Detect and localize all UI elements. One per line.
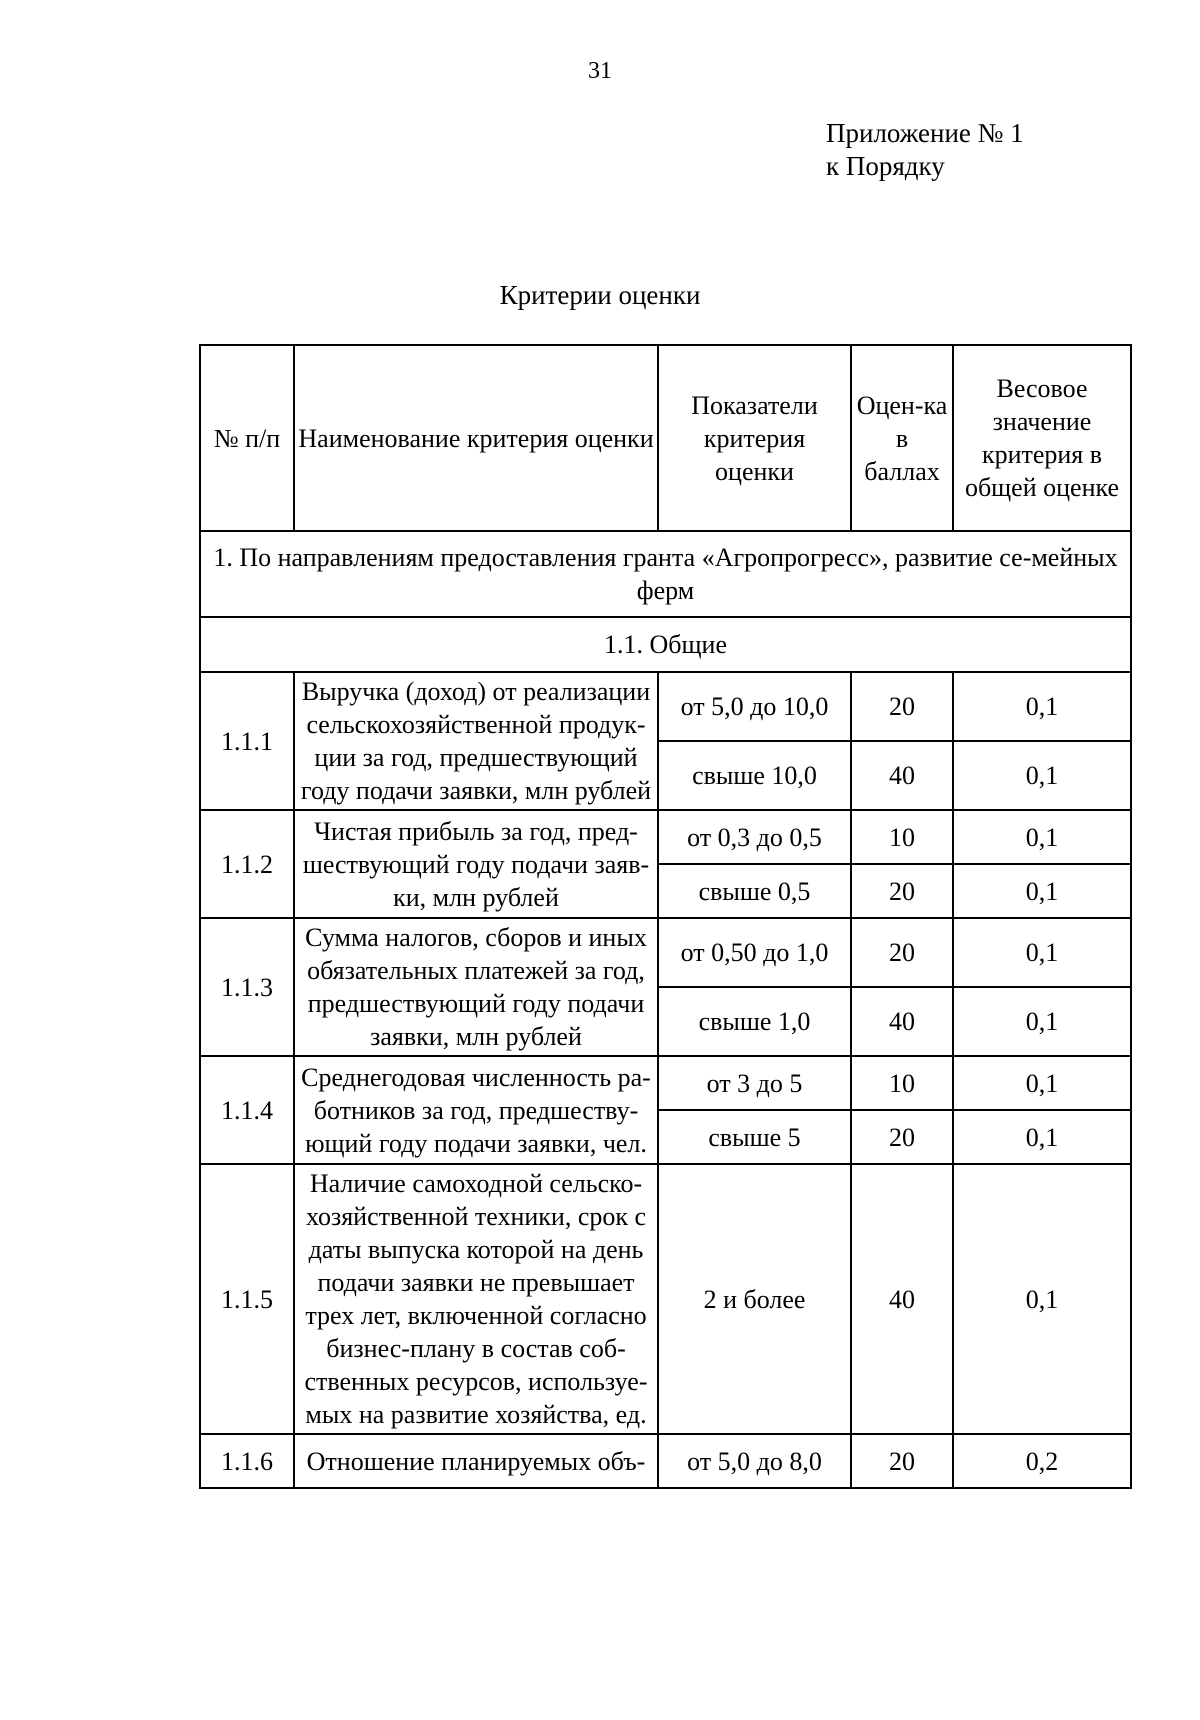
header-points: Оцен-ка в баллах: [851, 345, 953, 531]
header-num: № п/п: [200, 345, 294, 531]
table-row: [200, 672, 1131, 741]
criterion-weight: 0,1: [953, 1164, 1131, 1434]
table-header-row: [200, 345, 1131, 531]
table-row: [200, 1164, 1131, 1434]
criterion-points: 20: [851, 672, 953, 741]
criterion-number: 1.1.6: [200, 1434, 294, 1488]
section-row: [200, 531, 1131, 617]
criterion-indicator: свыше 1,0: [658, 987, 851, 1056]
appendix-line-1: Приложение № 1: [826, 118, 1024, 148]
document-title: Критерии оценки: [499, 280, 701, 310]
criterion-number: 1.1.5: [200, 1164, 294, 1434]
table-row: [200, 810, 1131, 864]
appendix-note: [826, 117, 1024, 183]
criterion-name: Выручка (доход) от реализации сельскохозяйственной продук-ции за год, предшествующий году подачи заявки, млн рублей: [294, 672, 658, 810]
subsection-row: [200, 617, 1131, 672]
header-name: Наименование критерия оценки: [294, 345, 658, 531]
criterion-name: Среднегодовая численность ра-ботников за год, предшеству-ющий году подачи заявки, чел.: [294, 1056, 658, 1164]
criterion-points: 10: [851, 1056, 953, 1110]
page-number: 31: [588, 58, 612, 84]
criterion-indicator: свыше 5: [658, 1110, 851, 1164]
criterion-name: Чистая прибыль за год, пред-шествующий году подачи заяв-ки, млн рублей: [294, 810, 658, 918]
criterion-points: 40: [851, 987, 953, 1056]
criterion-indicator: от 0,50 до 1,0: [658, 918, 851, 987]
section-heading: 1. По направлениям предоставления гранта «Агропрогресс», развитие се-мейных ферм: [200, 531, 1131, 617]
criterion-points: 10: [851, 810, 953, 864]
criterion-indicator: 2 и более: [658, 1164, 851, 1434]
header-indicator: Показатели критерия оценки: [658, 345, 851, 531]
criterion-weight: 0,1: [953, 1110, 1131, 1164]
table-row: [200, 1056, 1131, 1110]
criterion-points: 40: [851, 1164, 953, 1434]
table-body: [200, 531, 1131, 1488]
criterion-weight: 0,2: [953, 1434, 1131, 1488]
criterion-indicator: свыше 0,5: [658, 864, 851, 918]
criterion-points: 20: [851, 864, 953, 918]
criterion-weight: 0,1: [953, 741, 1131, 810]
criterion-weight: 0,1: [953, 810, 1131, 864]
criterion-indicator: от 5,0 до 8,0: [658, 1434, 851, 1488]
header-weight: Весовое значение критерия в общей оценке: [953, 345, 1131, 531]
appendix-line-2: к Порядку: [826, 151, 945, 181]
criterion-indicator: от 0,3 до 0,5: [658, 810, 851, 864]
table-row: [200, 918, 1131, 987]
criterion-weight: 0,1: [953, 987, 1131, 1056]
criterion-weight: 0,1: [953, 864, 1131, 918]
criterion-weight: 0,1: [953, 918, 1131, 987]
criterion-points: 20: [851, 1110, 953, 1164]
criterion-name: Наличие самоходной сельско-хозяйственной техники, срок с даты выпуска которой на день подачи заявки не превышает трех лет, включенной согласно бизнес-плану в состав соб-ственных ресурсов, используе-мых на развитие хозяйства, ед.: [294, 1164, 658, 1434]
criterion-number: 1.1.1: [200, 672, 294, 810]
criterion-weight: 0,1: [953, 1056, 1131, 1110]
criterion-weight: 0,1: [953, 672, 1131, 741]
criterion-name: Отношение планируемых объ-: [294, 1434, 658, 1488]
subsection-heading: 1.1. Общие: [200, 617, 1131, 672]
criterion-indicator: свыше 10,0: [658, 741, 851, 810]
criterion-number: 1.1.3: [200, 918, 294, 1056]
criterion-indicator: от 3 до 5: [658, 1056, 851, 1110]
criterion-number: 1.1.4: [200, 1056, 294, 1164]
criterion-points: 40: [851, 741, 953, 810]
criteria-table: [199, 344, 1132, 1489]
table-row: [200, 1434, 1131, 1488]
criterion-points: 20: [851, 1434, 953, 1488]
criterion-points: 20: [851, 918, 953, 987]
criterion-indicator: от 5,0 до 10,0: [658, 672, 851, 741]
criterion-name: Сумма налогов, сборов и иных обязательных платежей за год, предшествующий году подачи заявки, млн рублей: [294, 918, 658, 1056]
criterion-number: 1.1.2: [200, 810, 294, 918]
